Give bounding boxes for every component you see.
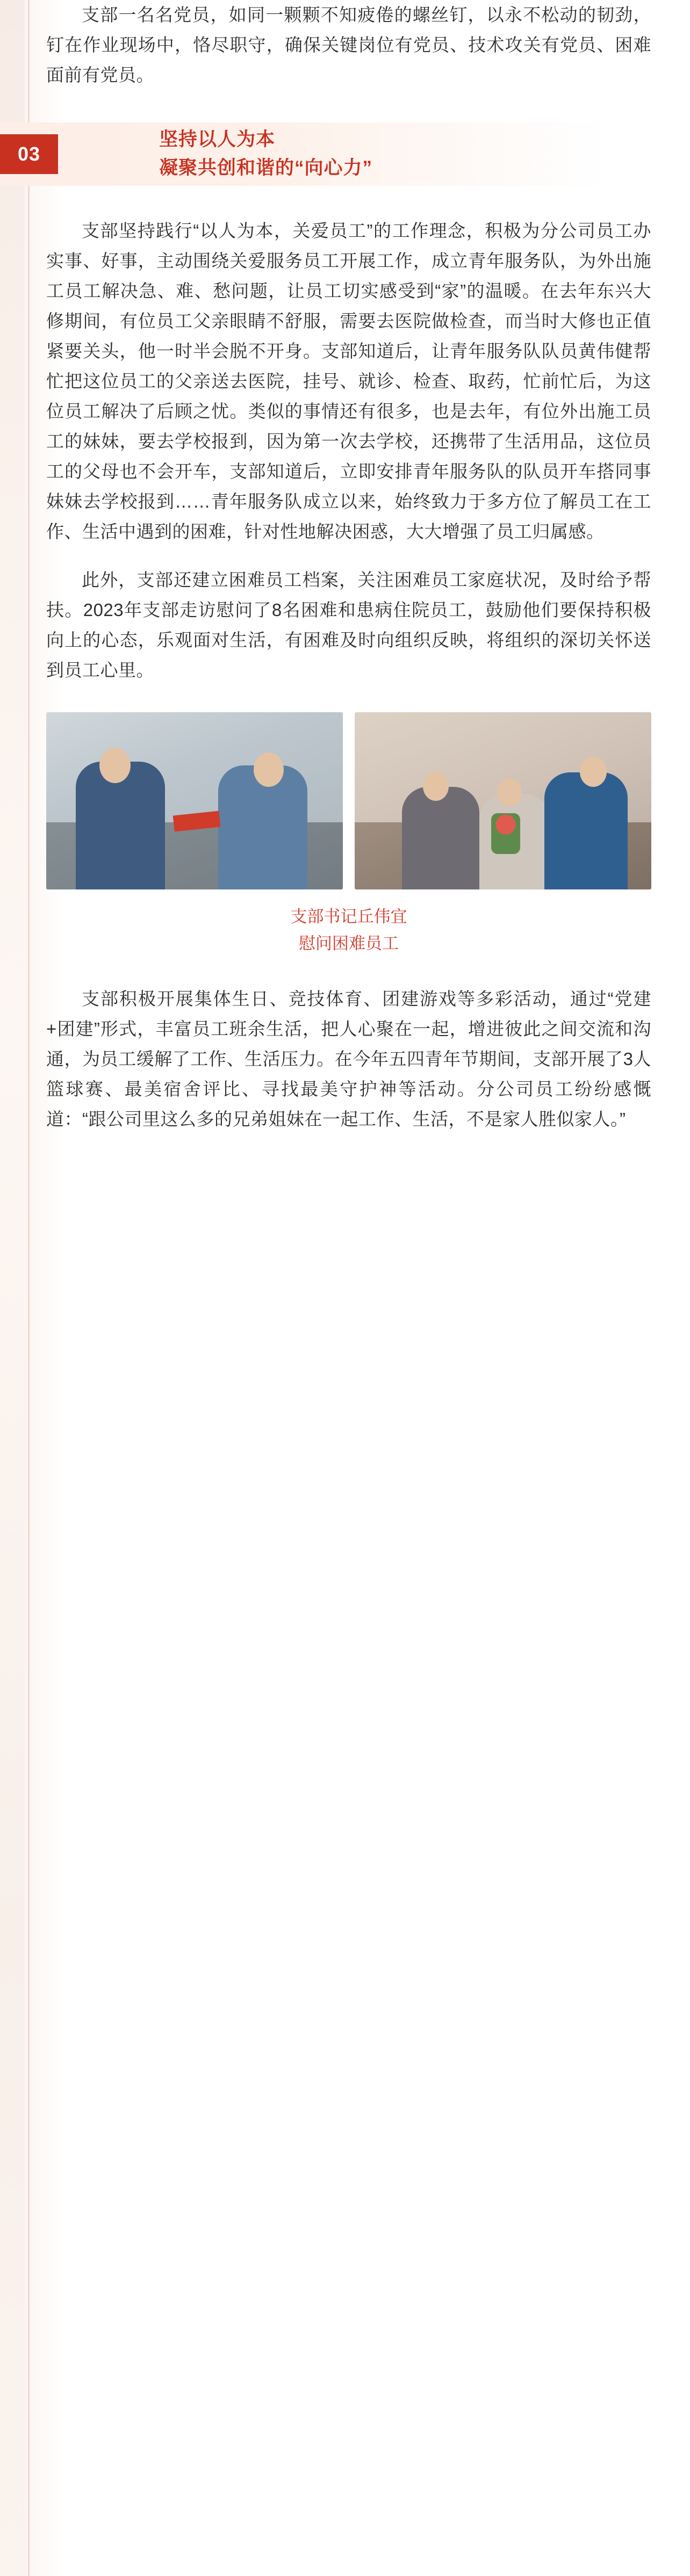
photo-head-shape <box>99 748 131 783</box>
section-heading-banner <box>17 122 651 186</box>
paragraph-bottom-1: 支部积极开展集体生日、竞技体育、团建游戏等多彩活动，通过“党建+团建”形式，丰富员工班余生活，把人心聚在一起，增进彼此之间交流和沟通，为员工缓解了工作、生活压力。在今年五四青年节期间，支部开展了3人篮球赛、最美宿舍评比、寻找最美守护神等活动。分公司员工纷纷感慨道：“跟公司里这么多的兄弟姐妹在一起工作、生活，不是家人胜似家人。” <box>46 989 651 1129</box>
paragraph-body-1: 支部坚持践行“以人为本，关爱员工”的工作理念，积极为分公司员工办实事、好事，主动围绕关爱服务员工开展工作，成立青年服务队，为外出施工员工解决急、难、愁问题，让员工切实感受到“家”的温暖。在去年东兴大修期间，有位员工父亲眼睛不舒服，需要去医院做检查，而当时大修也正值紧要关头，他一时半会脱不开身。支部知道后，让青年服务队队员黄伟健帮忙把这位员工的父亲送去医院，挂号、就诊、检查、取药，忙前忙后，为这位员工解决了后顾之忧。类似的事情还有很多，也是去年，有位外出施工员工的妹妹，要去学校报到，因为第一次去学校，还携带了生活用品，这位员工的父母也不会开车，支部知道后，立即安排青年服务队的队员开车搭同事妹妹去学校报到……青年服务队成立以来，始终致力于多方位了解员工在工作、生活中遇到的困难，针对性地解决困惑，大大增强了员工归属感。 <box>46 221 651 541</box>
photo-person-shape <box>402 787 479 889</box>
photo-caption <box>46 903 651 957</box>
photo-row <box>46 712 651 889</box>
photo-caption-line2: 慰问困难员工 <box>299 934 399 953</box>
paragraph-body-2: 此外，支部还建立困难员工档案，关注困难员工家庭状况，及时给予帮扶。2023年支部走访慰问了8名困难和患病住院员工，鼓励他们要保持积极向上的心态，乐观面对生活，有困难及时向组织反映，将组织的深切关怀送到员工心里。 <box>46 570 651 680</box>
photo-home-visit <box>355 712 651 889</box>
photo-head-shape <box>254 752 284 787</box>
paragraph-intro: 支部一名名党员，如同一颗颗不知疲倦的螺丝钉，以永不松动的韧劲，钉在作业现场中，恪尽职守，确保关键岗位有党员、技术攻关有党员、困难面前有党员。 <box>46 5 651 85</box>
photo-head-shape <box>423 772 449 801</box>
flower-shape <box>491 813 520 854</box>
photo-head-shape <box>497 778 522 806</box>
photo-handing-red-envelope <box>46 712 343 889</box>
article-content <box>0 0 690 1134</box>
section-title-line2: 凝聚共创和谐的“向心力” <box>159 157 373 178</box>
section-title-line1: 坚持以人为本 <box>159 129 276 150</box>
section-number-badge: 03 <box>0 134 58 174</box>
photo-head-shape <box>580 757 607 787</box>
photo-person-shape <box>544 772 628 889</box>
section-title-group <box>159 126 372 183</box>
photo-caption-line1: 支部书记丘伟宜 <box>290 907 407 926</box>
